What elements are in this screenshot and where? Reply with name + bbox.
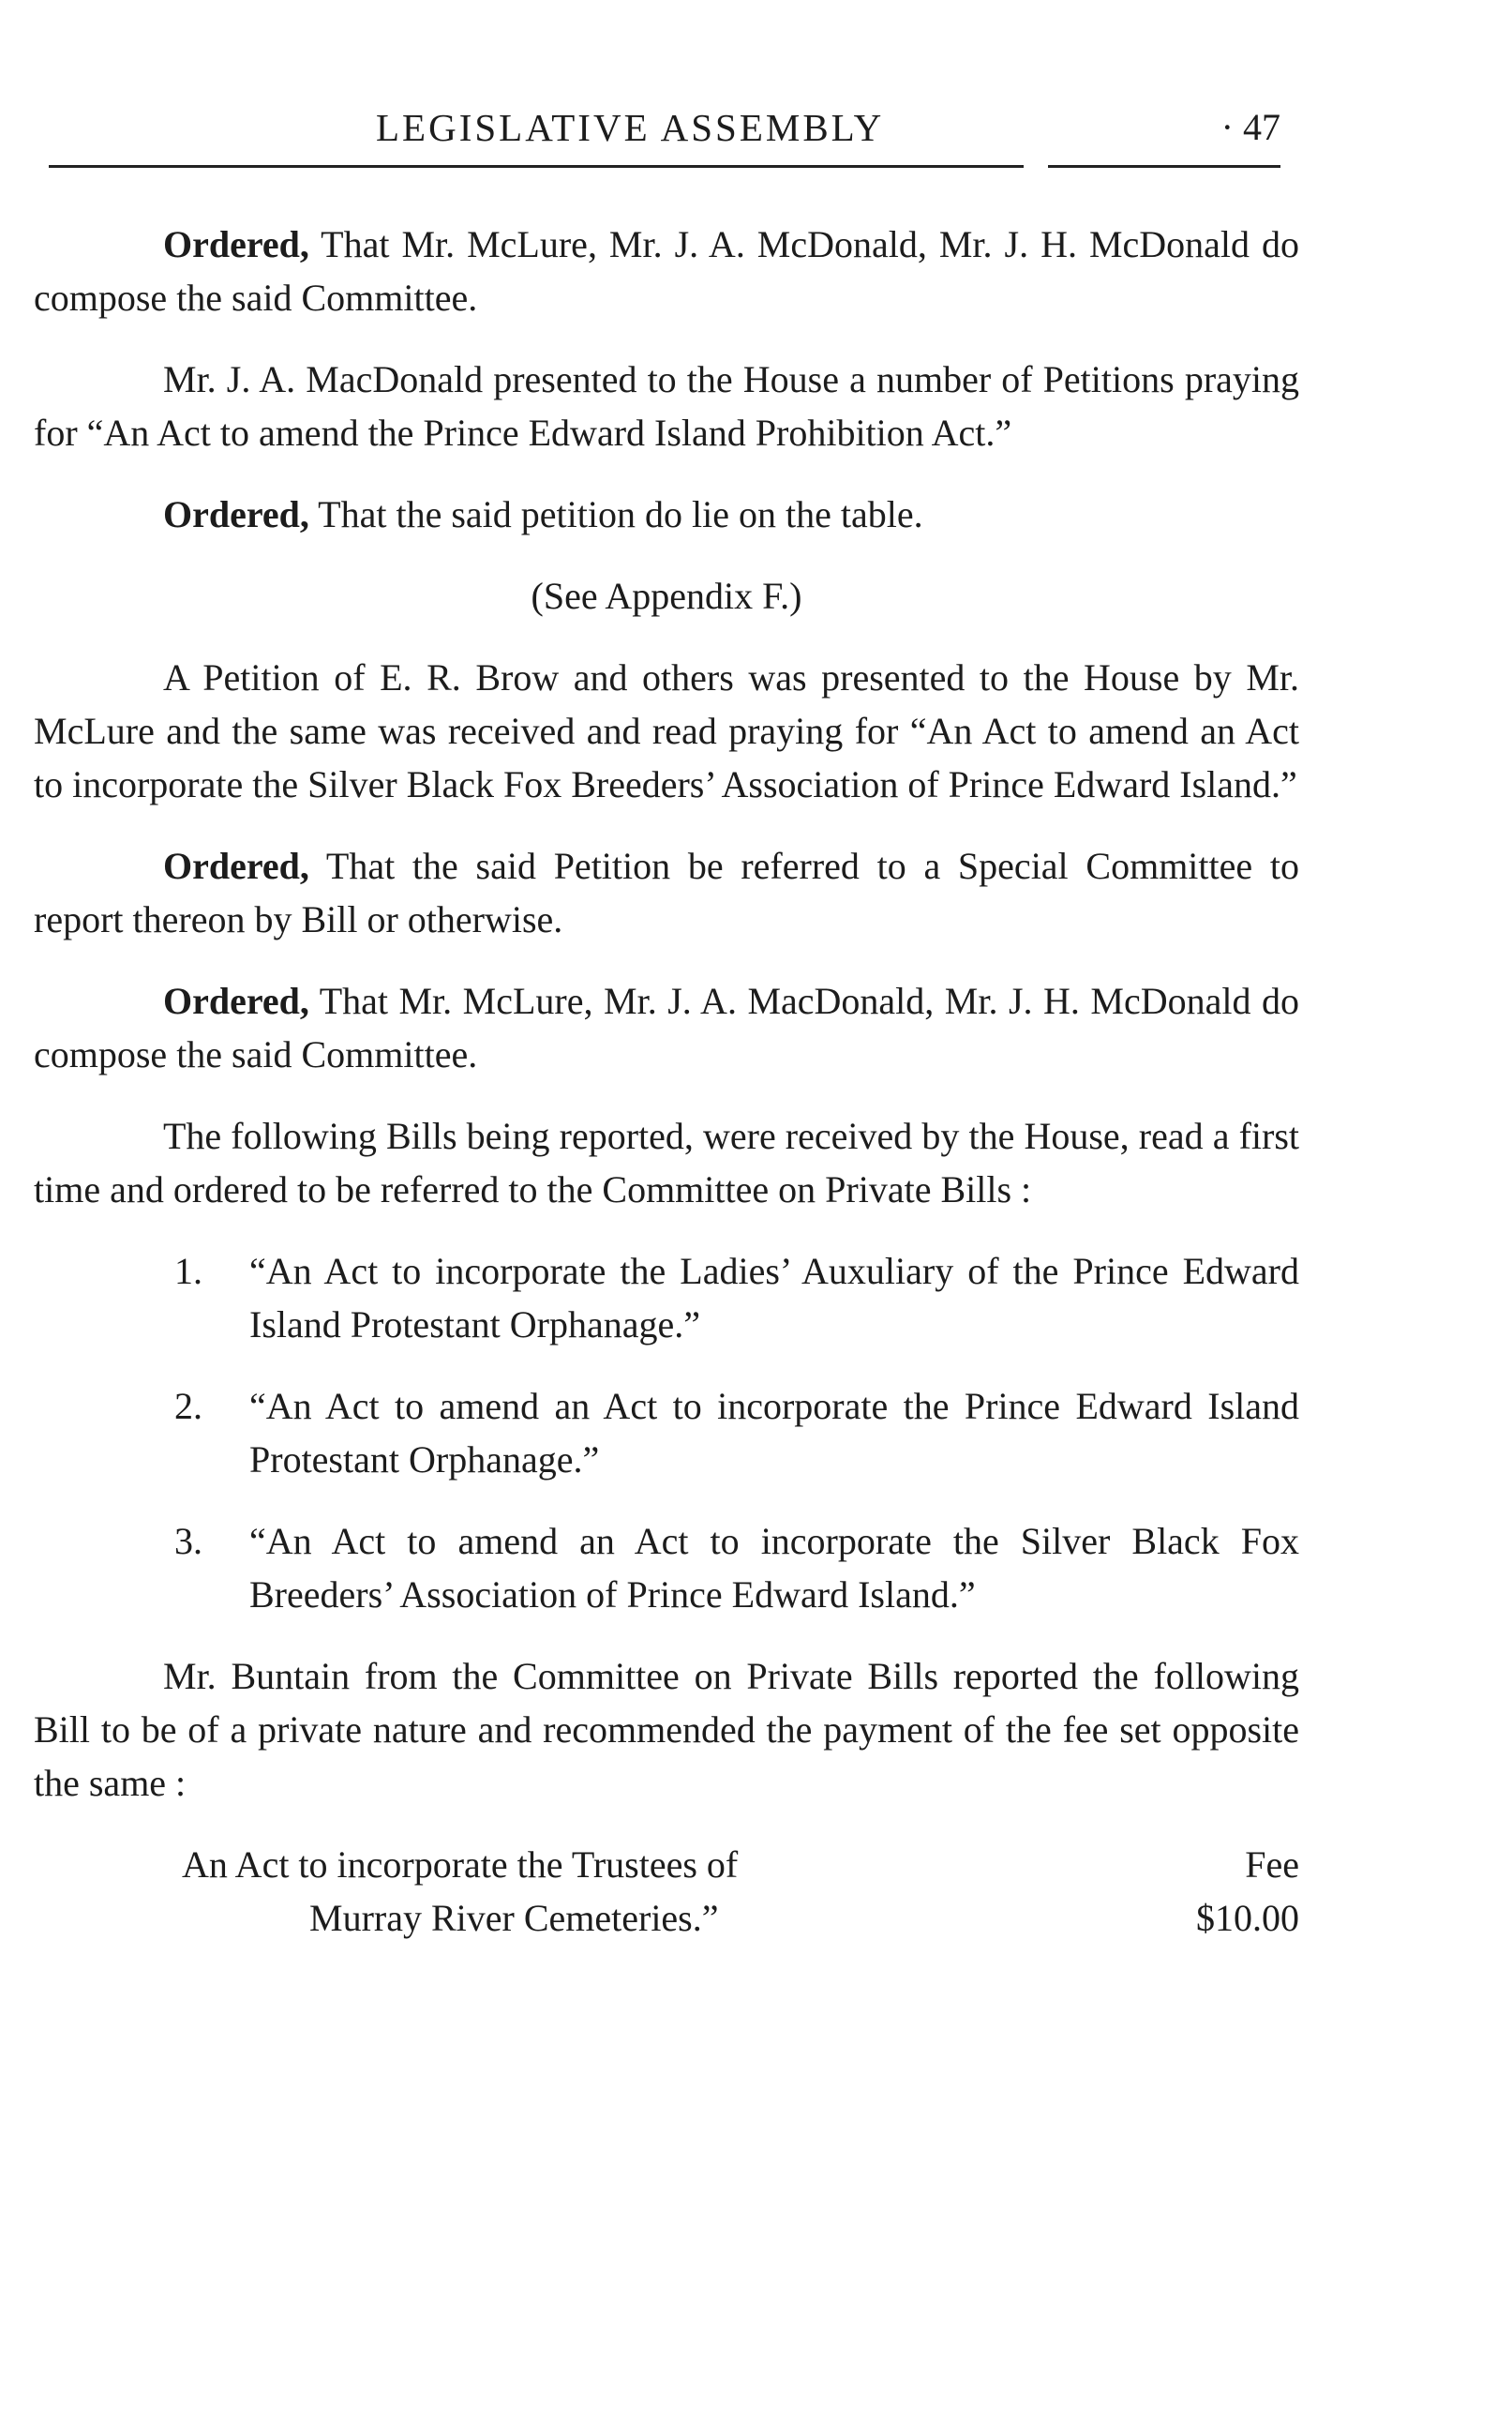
header-rule-right [1048,165,1280,168]
paragraph-lead: Ordered, [163,223,309,265]
fee-label: Fee [1245,1843,1299,1886]
bill-list [34,1244,1299,1621]
bill-title: “An Act to amend an Act to incorporate the Silver Black Fox Breeders’ Association of Prince Edward Island.” [249,1520,1299,1616]
bill-number: 3. [174,1520,202,1562]
paragraph [34,1109,1299,1216]
list-item [34,1244,1299,1351]
page-number: · 47 [1220,106,1280,148]
fee-entry-title [34,1838,738,1945]
header-title: LEGISLATIVE ASSEMBLY [376,106,885,149]
paragraph [34,839,1299,946]
paragraph-text: That the said Petition be referred to a Special Committee to report thereon by Bill or otherwise. [34,845,1299,940]
paragraph-text: A Petition of E. R. Brow and others was presented to the House by Mr. McLure and the same was received and read praying for “An Act to amend an Act to incorporate the Silver Black Fox Breeders’ Association of Prince Edward Island.” [34,656,1299,805]
paragraph-lead: Ordered, [163,845,309,887]
report-paragraph: Mr. Buntain from the Committee on Private Bills reported the following Bill to be of a private nature and recommended the payment of the fee set opposite the same : [34,1655,1299,1804]
paragraph [34,974,1299,1081]
fee-entry [34,1838,1299,1945]
list-item [34,1514,1299,1621]
bill-title: “An Act to incorporate the Ladies’ Auxuliary of the Prince Edward Island Protestant Orphanage.” [249,1250,1299,1346]
paragraph-text: That Mr. McLure, Mr. J. A. MacDonald, Mr. J. H. McDonald do compose the said Committee. [34,980,1299,1075]
fee-column [1196,1838,1299,1945]
paragraph [34,488,1299,541]
fee-amount: $10.00 [1196,1897,1299,1939]
paragraph-lead: Ordered, [163,980,309,1022]
list-item [34,1379,1299,1486]
paragraph-text: Mr. J. A. MacDonald presented to the House a number of Petitions praying for “An Act to amend the Prince Edward Island Prohibition Act.” [34,358,1299,454]
paragraph [34,218,1299,324]
paragraph [34,651,1299,811]
appendix-note: (See Appendix F.) [531,575,802,617]
fee-entry-line2: Murray River Cemeteries.” [309,1897,719,1939]
paragraph-text: That the said petition do lie on the table. [308,493,923,535]
paragraph-lead: Ordered, [163,493,309,535]
bill-number: 1. [174,1250,202,1292]
header-rule-left [49,165,1024,168]
paragraph [34,353,1299,459]
page-header [34,105,1280,161]
bill-number: 2. [174,1385,202,1427]
paragraph-text: The following Bills being reported, were received by the House, read a first time and ordered to be referred to the Committee on Private Bills : [34,1115,1299,1210]
fee-entry-line1: An Act to incorporate the Trustees of [182,1843,739,1886]
bill-title: “An Act to amend an Act to incorporate the Prince Edward Island Protestant Orphanage.” [249,1385,1299,1481]
page-content [34,218,1299,1945]
paragraph-text: That Mr. McLure, Mr. J. A. McDonald, Mr. J. H. McDonald do compose the said Committee. [34,223,1299,319]
